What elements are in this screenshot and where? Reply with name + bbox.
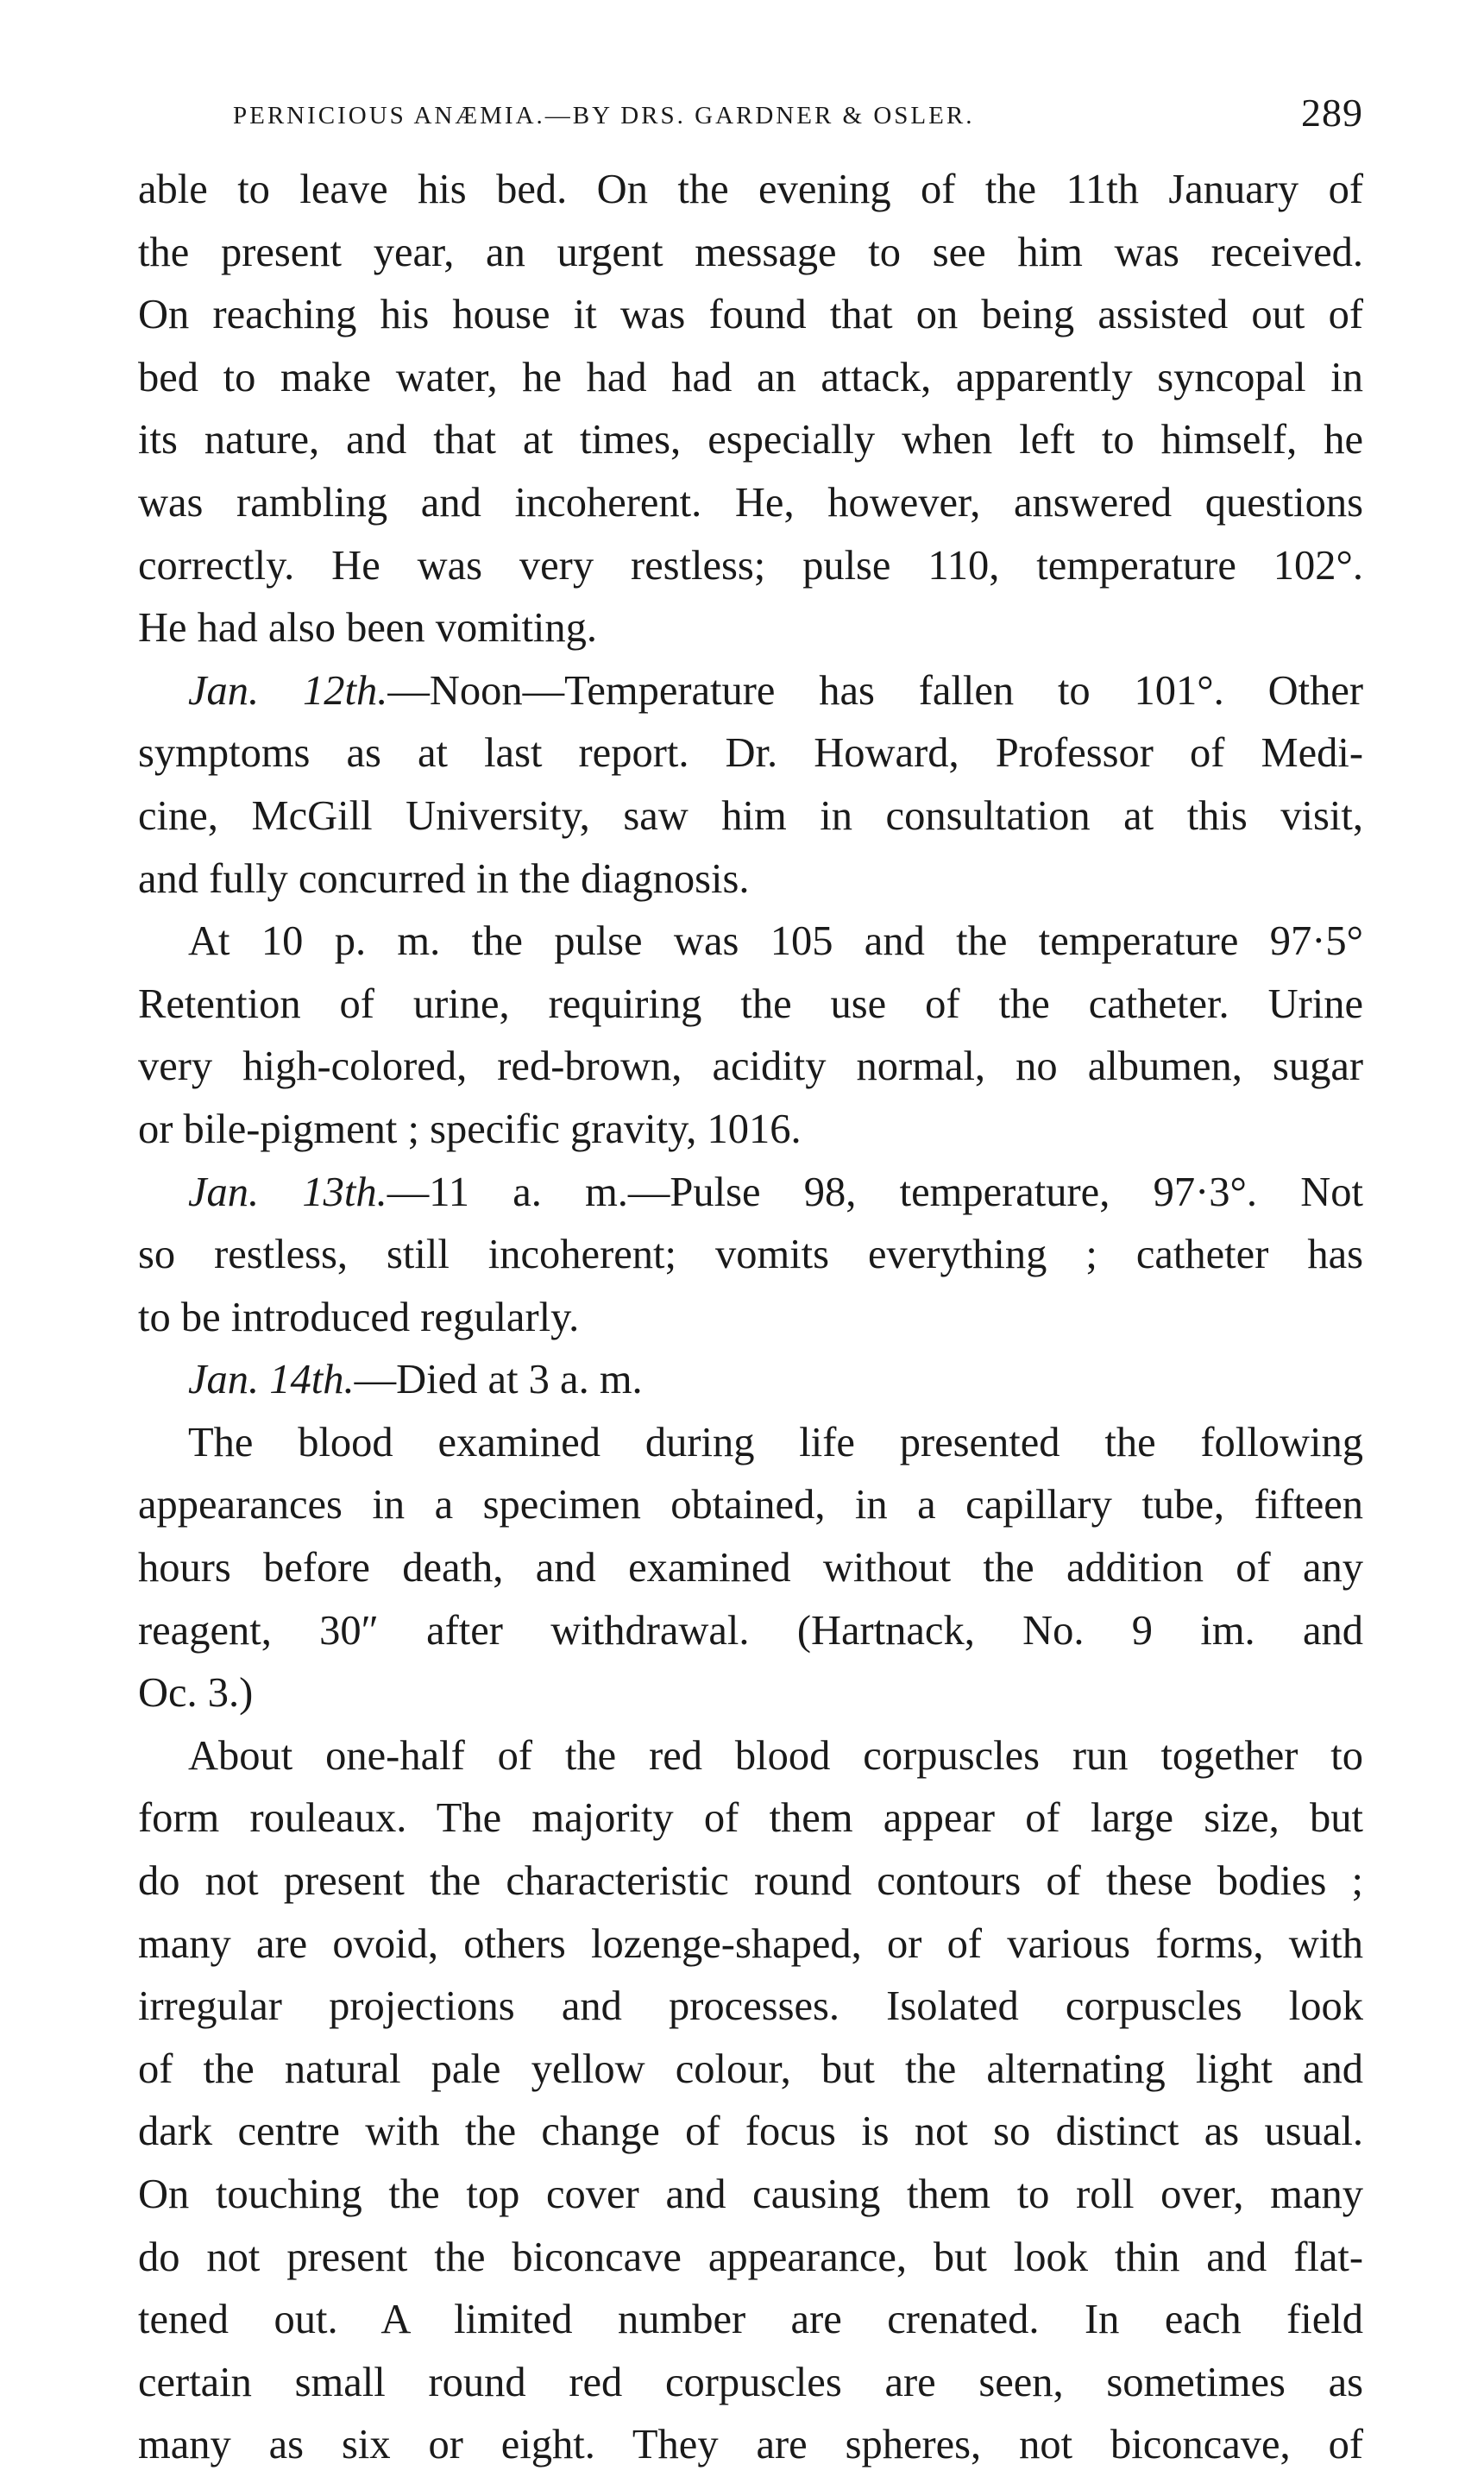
text-line: On touching the top cover and causing them to roll over, many bbox=[138, 2171, 1363, 2217]
entry-date: Jan. 12th. bbox=[188, 667, 388, 714]
entry-text: —Noon—Temperature has fallen to 101°. Other bbox=[387, 667, 1363, 714]
text-line: appearances in a specimen obtained, in a capillary tube, fifteen bbox=[138, 1482, 1363, 1528]
text-line: Oc. 3.) bbox=[138, 1670, 254, 1717]
entry-date: Jan. 13th. bbox=[188, 1169, 387, 1215]
text-line: many as six or eight. They are spheres, not biconcave, of bbox=[138, 2422, 1363, 2468]
text-line: very high-colored, red-brown, acidity normal, no albumen, sugar bbox=[138, 1043, 1363, 1090]
entry-text: —11 a. m.—Pulse 98, temperature, 97·3°. Not bbox=[387, 1169, 1363, 1215]
dated-entry-line bbox=[138, 1162, 1363, 1225]
text-line: and fully concurred in the diagnosis. bbox=[138, 855, 750, 902]
entry-date: Jan. 14th. bbox=[188, 1357, 355, 1403]
book-page bbox=[138, 86, 1363, 2477]
dated-entry-line bbox=[138, 660, 1363, 723]
text-line: hours before death, and examined without the addition of any bbox=[138, 1545, 1363, 1591]
text-line: certain small round red corpuscles are seen, sometimes as bbox=[138, 2359, 1363, 2405]
text-line: or bile-pigment ; specific gravity, 1016. bbox=[138, 1106, 802, 1152]
text-line: able to leave his bed. On the evening of the 11th January of bbox=[138, 167, 1363, 212]
text-line: was rambling and incoherent. He, however, answered questions bbox=[138, 479, 1363, 526]
text-line: He had also been vomiting. bbox=[138, 605, 598, 652]
text-line: of the natural pale yellow colour, but the alternating light and bbox=[138, 2045, 1363, 2092]
running-head bbox=[138, 86, 1363, 142]
text-line: At 10 p. m. the pulse was 105 and the temperature 97·5° bbox=[188, 918, 1363, 965]
text-line: symptoms as at last report. Dr. Howard, Professor of Medi- bbox=[138, 730, 1363, 777]
page-number: 289 bbox=[1301, 91, 1363, 135]
text-line: so restless, still incoherent; vomits everything ; catheter has bbox=[138, 1232, 1363, 1278]
text-line: many are ovoid, others lozenge-shaped, or of various forms, with bbox=[138, 1920, 1363, 1967]
text-line: dark centre with the change of focus is not so distinct as usual. bbox=[138, 2108, 1363, 2155]
text-line: The blood examined during life presented the following bbox=[188, 1419, 1363, 1465]
entry-text: —Died at 3 a. m. bbox=[354, 1357, 643, 1403]
dated-entry-line bbox=[138, 1349, 1363, 1412]
running-title: PERNICIOUS ANÆMIA.—BY DRS. GARDNER & OSLER. bbox=[233, 102, 975, 129]
text-line: to be introduced regularly. bbox=[138, 1294, 580, 1340]
text-line: irregular projections and processes. Isolated corpuscles look bbox=[138, 1983, 1363, 2030]
text-line: its nature, and that at times, especially when left to himself, he bbox=[138, 417, 1363, 463]
body-text bbox=[138, 159, 1363, 2477]
text-line: bed to make water, he had had an attack, apparently syncopal in bbox=[138, 354, 1363, 400]
text-line: Retention of urine, requiring the use of the catheter. Urine bbox=[138, 980, 1363, 1027]
text-line: do not present the biconcave appearance, but look thin and flat- bbox=[138, 2234, 1363, 2280]
text-line: About one-half of the red blood corpuscles run together to bbox=[188, 1732, 1363, 1779]
text-line: tened out. A limited number are crenated. In each field bbox=[138, 2297, 1363, 2343]
text-line: do not present the characteristic round contours of these bodies ; bbox=[138, 1858, 1363, 1905]
text-line: cine, McGill University, saw him in consultation at this visit, bbox=[138, 792, 1363, 839]
text-line: form rouleaux. The majority of them appear of large size, but bbox=[138, 1795, 1363, 1842]
text-line: the present year, an urgent message to see him was received. bbox=[138, 229, 1363, 275]
text-line: reagent, 30″ after withdrawal. (Hartnack, No. 9 im. and bbox=[138, 1607, 1363, 1654]
text-line: On reaching his house it was found that on being assisted out of bbox=[138, 292, 1363, 338]
text-line: correctly. He was very restless; pulse 110, temperature 102°. bbox=[138, 542, 1363, 589]
